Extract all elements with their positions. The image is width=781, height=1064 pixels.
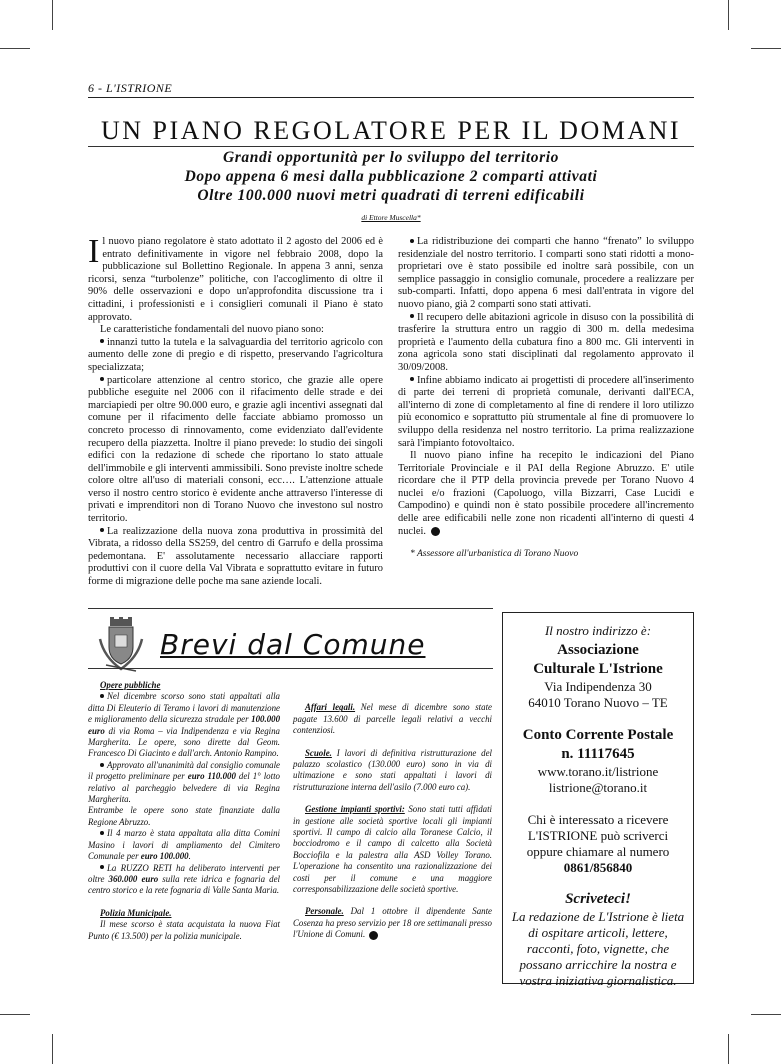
article-title: UN PIANO REGOLATORE PER IL DOMANI [100, 116, 682, 145]
bullet-icon [410, 314, 414, 318]
brevi-item: Entrambe le opere sono state finanziate dalla Regione Abruzzo. [88, 805, 280, 827]
bullet-icon [410, 239, 414, 243]
title-rule [88, 146, 694, 147]
article-subtitle: Oltre 100.000 nuovi metri quadrati di terreni edificabili [197, 187, 585, 204]
crop-mark [728, 1034, 729, 1064]
article-byline: di Ettore Muscella* [361, 213, 421, 222]
end-mark-icon: L [369, 931, 378, 940]
section-heading: Opere pubbliche [100, 680, 161, 690]
city-address: 64010 Torano Nuovo – TE [528, 695, 668, 710]
article-paragraph: Il nuovo piano regolatore è stato adottato il 2 agosto del 2006 ed è entrato definitivamente in vigore nel febbraio 2008, dopo la pubblicazione sul Bollettino Regionale. In appena 3 anni, senza ricorsi, senza “turbolenze” politiche, con l'accoglimento di oltre il 90% delle osservazioni e dopo un'approfondita discussione tra i cittadini, i professionisti e i consiglieri comunali il Piano è stato approvato. [88, 233, 383, 323]
page-label: 6 - L'ISTRIONE [88, 81, 173, 95]
section-heading: Polizia Municipale. [100, 907, 172, 918]
contact-box [502, 612, 694, 988]
author-note: * Assessore all'urbanistica di Torano Nuovo [410, 549, 579, 560]
page-header [88, 79, 694, 98]
end-mark-icon: L [431, 527, 440, 536]
cta-title: Scriveteci! [565, 891, 631, 907]
brevi-item: Personale. Dal 1 ottobre il dipendente Sante Cosenza ha preso servizio per 18 ore settimanali presso l'Unione di Comuni. L [293, 906, 492, 940]
website-link[interactable]: www.torano.it/listrione [537, 764, 659, 779]
brevi-item: Il mese scorso è stata acquistata la nuova Fiat Punto (€ 13.500) per la polizia municipale. [88, 919, 280, 941]
brevi-item: Gestione impianti sportivi: Sono stati tutti affidati in gestione alle società sportive locali gli impianti sportivi. Il campo di calcio alla Toranese Calcio, il bocciodromo e il campo di calcetto alla Società Bocciofila e la palestra alla ASD Volley Torano. L'operazione ha consentito una razionalizzazione dei costi per il comune e una maggiore corresponsabilizzazione delle società sportive. [293, 804, 493, 895]
phone-number: 0861/856840 [563, 860, 633, 875]
account-label: Conto Corrente Postale [522, 727, 674, 743]
bullet-item: La realizzazione della nuova zona produttiva in prossimità del Vibrata, a ridosso della SS259, del centro di Garrufo e della prossima pedemontana. E' assolutamente necessario allacciare rapporti produttivi con il cuore della Val Vibrata e soprattutto evitare in futuro forme di migrazione delle poche ma sane aziende locali. [88, 525, 383, 588]
bullet-item: particolare attenzione al centro storico, che grazie alle opere pubbliche eseguite nel 2006 con il rifacimento delle strade e dei marciapiedi per oltre 90.000 euro, e grazie agli incentivi assegnati dal comune per il rifacimento delle facciate abbiamo promosso un concreto processo di rinnovamento, come evidenziato dall'evidente recupero della piazzetta. Inoltre il piano prevede: lo studio dei singoli edifici con la redazione di schede che riportano lo stato attuale dell'immobile e gli interventi ammissibili. Sono previste inoltre schede colore oltre all'uso di materiali consoni, ecc…. L'attenzione attuale verso il nostro centro storico è evidente anche attraverso l'interesse di privati e imprenditori non di Torano Nuovo che investono sul nostro territorio. [88, 374, 383, 525]
brevi-item: Il 4 marzo è stata appaltata alla ditta Comini Masino i lavori di ampliamento del Cimitero Comunale per euro 100.000. [88, 828, 280, 862]
brevi-rule [88, 668, 493, 669]
article-paragraph: Le caratteristiche fondamentali del nuovo piano sono: [100, 324, 324, 336]
article-subtitle: Dopo appena 6 mesi dalla pubblicazione 2 comparti attivati [184, 168, 598, 185]
article-column-left [88, 233, 383, 589]
brevi-item: Nel dicembre scorso sono stati appaltati alla ditta Di Eleuterio di Teramo i lavori di manutenzione e miglioramento della sicurezza stradale per 100.000 euro di via Roma – via Indipendenza e via Regina Margherita. Le opere, sono dirette dal Geom. Francesco Di Giacinto e dall'arch. Antonio Rampino. [88, 691, 280, 759]
account-number: n. 11117645 [561, 746, 635, 762]
crop-mark [751, 1014, 781, 1015]
brevi-item: Affari legali. Nel mese di dicembre sono state pagate 13.600 di parcelle legali relativi a vecchi contenziosi. [293, 702, 492, 736]
bullet-icon [100, 763, 104, 767]
bullet-icon [100, 528, 104, 532]
crop-mark [0, 48, 30, 49]
article-subtitle: Grandi opportunità per lo sviluppo del territorio [223, 149, 559, 166]
article-paragraph: Il nuovo piano infine ha recepito le indicazioni del Piano Territoriale Provinciale e il PAI della Regione Abruzzo. E' utile ricordare che il PTP della provincia prevede per Torano Nuovo 4 nuclei e/o frazioni (Capoluogo, villa Bizzarri, Case Lucidi e Campodino) e quindi non è stato possibile procedere all'incremento delle aree edificabili nelle zone non ricadenti all'interno di questi 4 nuclei. L [398, 450, 694, 537]
contact-info: Chi è interessato a ricevere [527, 812, 669, 827]
brevi-title: Brevi dal Comune [160, 628, 426, 661]
brevi-column-left [88, 680, 280, 942]
bullet-item: La ridistribuzione dei comparti che hanno “frenato” lo sviluppo residenziale del nostro territorio. I comparti sono stati ridotti a mono-proprietari ove è stato possibile ed inoltre sarà possibile, con un semplice passaggio in consiglio comunale, procedere a realizzare per sub-comparti. Infatti, dopo appena 6 mesi dall'entrata in vigore del nuovo piano, già 2 comparti sono stati attivati. [398, 236, 694, 310]
bullet-item: innanzi tutto la tutela e la salvaguardia del territorio agricolo con aumento delle zone di pregio e di rispetto, preservando l'agricoltura specializzata; [88, 336, 383, 373]
bullet-item: Infine abbiamo indicato ai progettisti di procedere all'inserimento di parte dei terreni di proprietà comunale, derivanti dall'ECA, all'interno di zone di completamento al fine di rendere il loro utilizzo più economico e soprattutto più strumentale al fine di promuovere lo sviluppo della residenza nel nostro territorio. La prima realizzazione sarà l'impianto fotovoltaico. [398, 374, 694, 449]
brevi-column-right [293, 680, 492, 941]
brevi-item: Scuole. I lavori di definitiva ristrutturazione del palazzo scolastico (130.000 euro) sono in via di ultimazione e sono stati appaltati i lavori di ristrutturazione interna dell'asilo (7.000 euro ca). [293, 747, 492, 792]
bullet-item: Il recupero delle abitazioni agricole in disuso con la possibilità di trasferire la struttura entro un raggio di 300 m. della medesima proprietà e l'aumento della cubatura fino a 800 mc. Gli interventi in zona agricola sono stati disciplinati dal regolamento approvato il 30/09/2008. [398, 311, 694, 373]
org-name: Associazione [557, 642, 639, 658]
article-column-right [398, 236, 694, 561]
section-divider [88, 608, 493, 609]
contact-info: L'ISTRIONE può scriverci [527, 828, 669, 843]
contact-info: oppure chiamare al numero [526, 844, 670, 859]
contact-intro: Il nostro indirizzo è: [544, 623, 652, 638]
brevi-item: La RUZZO RETI ha deliberato interventi per oltre 360.000 euro sulla rete idrica e fognaria del centro storico e la rete fognaria di Valle Santa Maria. [88, 862, 280, 896]
bullet-icon [100, 377, 104, 381]
bullet-icon [100, 694, 104, 698]
bullet-icon [100, 865, 104, 869]
street-address: Via Indipendenza 30 [544, 679, 652, 694]
crop-mark [0, 1014, 30, 1015]
column-spacer [293, 680, 492, 691]
crop-mark [52, 0, 53, 30]
crop-mark [52, 1034, 53, 1064]
cta-text: La redazione de L'Istrione è lieta di ospitare articoli, lettere, racconti, foto, vignette, che possano arricchire la nostra e vostra iniziativa giornalistica. [511, 909, 685, 988]
crop-mark [751, 48, 781, 49]
bullet-icon [410, 377, 414, 381]
crop-mark [728, 0, 729, 30]
coat-of-arms-icon [96, 617, 146, 673]
email-link[interactable]: listrione@torano.it [548, 780, 648, 795]
bullet-icon [100, 339, 104, 343]
brevi-item: Approvato all'unanimità dal consiglio comunale il progetto preliminare per euro 110.000 del 1° lotto relativo al parcheggio belvedere di via Regina Margherita. [88, 759, 280, 805]
drop-cap: I [88, 233, 100, 270]
bullet-icon [100, 831, 104, 835]
org-name: Culturale L'Istrione [533, 661, 663, 677]
